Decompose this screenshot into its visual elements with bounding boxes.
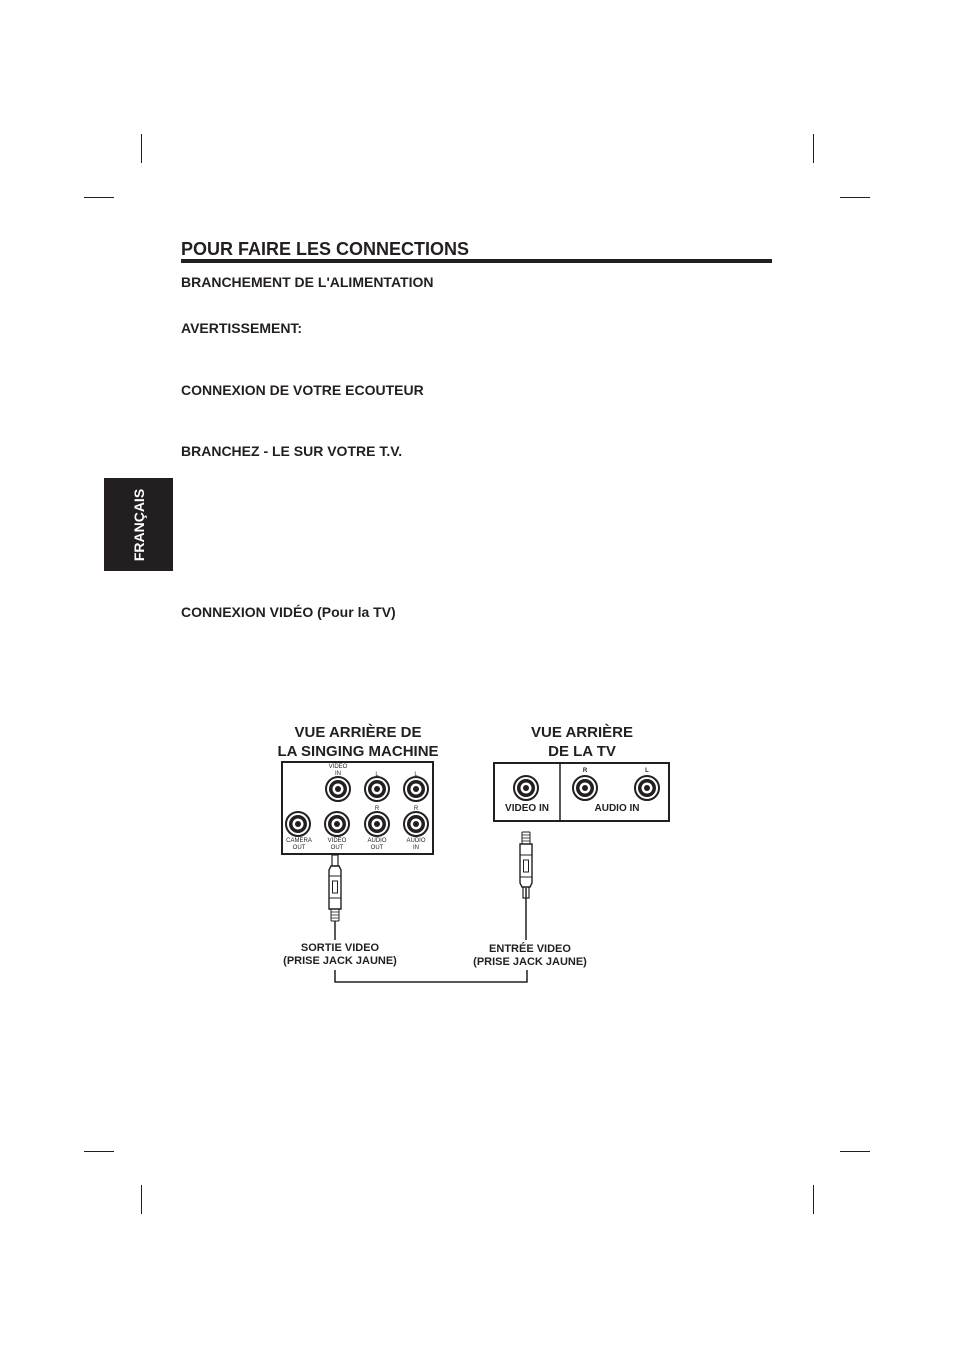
- label-r: R: [413, 806, 419, 812]
- audio-in-r-jack: [404, 812, 428, 836]
- label-audio-in: [396, 838, 436, 852]
- tv-audio-r-jack: [573, 776, 597, 800]
- audio-in-l-jack: [404, 777, 428, 801]
- label-line: VIDEO: [327, 838, 347, 844]
- cable-bracket: [335, 970, 527, 982]
- label-line: IN: [413, 845, 419, 851]
- label-line: CAMERA: [286, 838, 312, 844]
- video-out-plug: [329, 855, 341, 921]
- section-heading-warning: AVERTISSEMENT:: [181, 320, 303, 336]
- tv-video-in-jack: [514, 776, 538, 800]
- audio-l-jack: [365, 777, 389, 801]
- label-line: OUT: [292, 845, 306, 851]
- tv-label-audio-in: AUDIO IN: [594, 803, 640, 814]
- tv-label-video-in: VIDEO IN: [505, 803, 549, 814]
- tv-label-r: R: [582, 768, 588, 774]
- label-line: IN: [335, 771, 341, 777]
- cable-label-out: [260, 942, 420, 968]
- label-r: R: [374, 806, 380, 812]
- tv-audio-l-jack: [635, 776, 659, 800]
- label-camera-out: [278, 838, 320, 852]
- cable-label-in: [450, 943, 610, 969]
- label-line: (PRISE JACK JAUNE): [283, 955, 397, 967]
- tv-heading-line2: DE LA TV: [548, 743, 616, 760]
- label-line: OUT: [370, 845, 384, 851]
- label-l: L: [375, 772, 379, 778]
- section-heading-tv: BRANCHEZ - LE SUR VOTRE T.V.: [181, 443, 403, 459]
- section-heading-power: BRANCHEMENT DE L'ALIMENTATION: [181, 274, 434, 290]
- section-heading-headphone: CONNEXION DE VOTRE ECOUTEUR: [181, 382, 424, 398]
- audio-out-r-jack: [365, 812, 389, 836]
- label-l: L: [414, 772, 418, 778]
- label-line: VIDEO: [328, 764, 348, 770]
- label-line: ENTRÉE VIDEO: [489, 943, 571, 955]
- label-video-in: [318, 764, 358, 778]
- tv-heading-line1: VUE ARRIÈRE: [531, 724, 633, 741]
- tv-label-l: L: [645, 768, 649, 774]
- label-line: OUT: [330, 845, 344, 851]
- section-heading-video: CONNEXION VIDÉO (Pour la TV): [181, 604, 396, 620]
- label-line: AUDIO: [406, 838, 426, 844]
- label-line: (PRISE JACK JAUNE): [473, 956, 587, 968]
- label-line: SORTIE VIDEO: [300, 942, 380, 954]
- video-out-jack: [325, 812, 349, 836]
- singing-machine-heading-line1: VUE ARRIÈRE DE: [294, 724, 422, 741]
- video-in-jack: [326, 777, 350, 801]
- label-line: AUDIO: [367, 838, 387, 844]
- label-audio-out: [357, 838, 397, 852]
- page-title: POUR FAIRE LES CONNECTIONS: [181, 239, 470, 259]
- camera-out-jack: [286, 812, 310, 836]
- language-tab-label: FRANÇAIS: [130, 488, 147, 561]
- label-video-out: [317, 838, 357, 852]
- singing-machine-heading-line2: LA SINGING MACHINE: [277, 743, 439, 760]
